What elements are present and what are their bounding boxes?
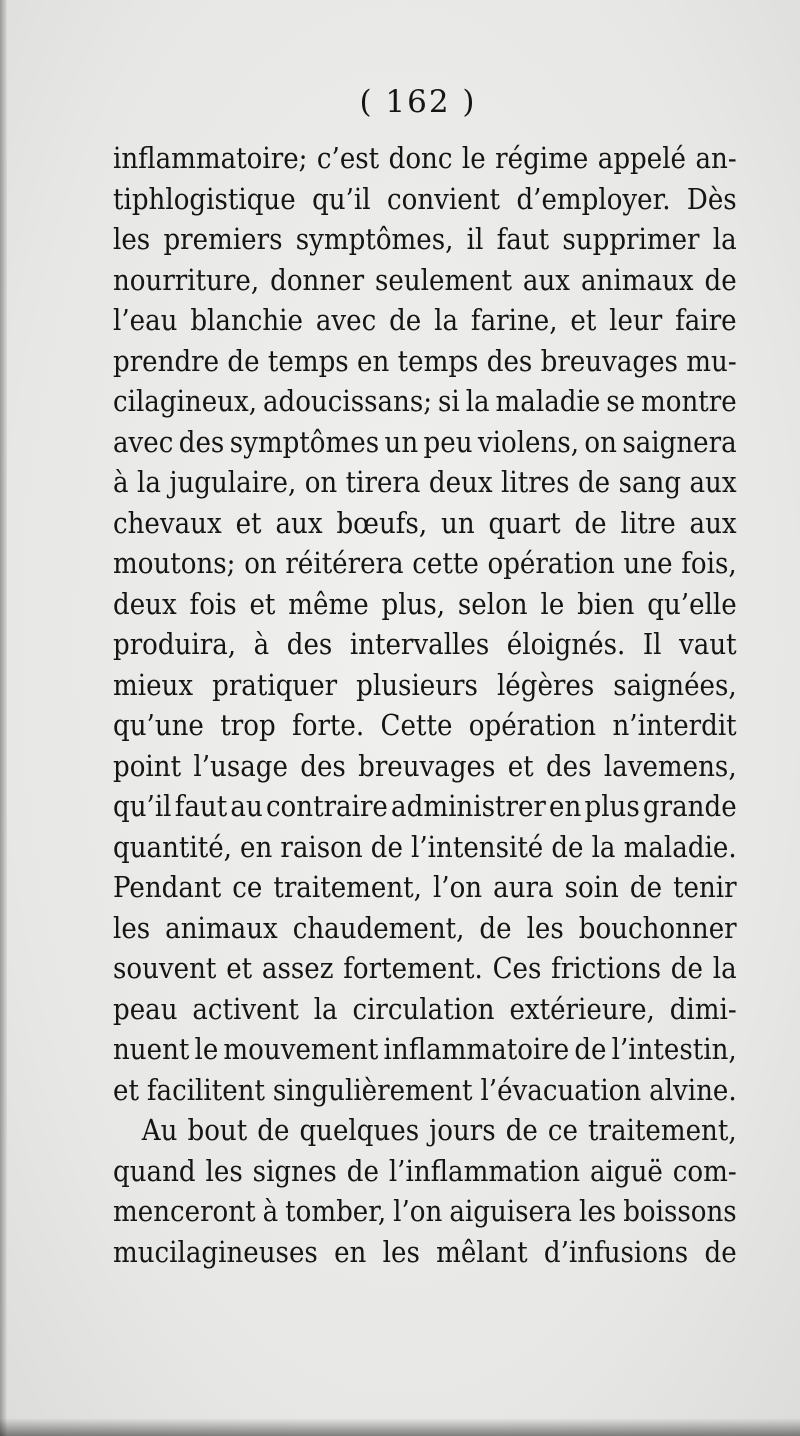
text-line: les animaux chaudement, de les bouchonner bbox=[113, 910, 737, 945]
text-line: nourriture, donner seulement aux animaux de bbox=[113, 262, 737, 297]
text-line: deux fois et même plus, selon le bien qu’elle bbox=[113, 586, 737, 621]
text-line: produira, à des intervalles éloignés. Il vaut bbox=[113, 627, 737, 661]
text-line: peau activent la circulation extérieure, dimi- bbox=[113, 991, 737, 1026]
page-bottom-edge bbox=[0, 1418, 800, 1436]
text-line: chevaux et aux bœufs, un quart de litre aux bbox=[113, 505, 737, 540]
text-line: menceront à tomber, l’on aiguisera les boissons bbox=[113, 1194, 737, 1228]
text-line: quand les signes de l’inflammation aiguë com- bbox=[113, 1153, 737, 1188]
page-left-edge bbox=[0, 0, 7, 1436]
text-line: point l’usage des breuvages et des lavemens, bbox=[113, 748, 737, 783]
text-line: moutons; on réitérera cette opération une fois, bbox=[113, 546, 737, 580]
text-line: qu’il faut au contraire administrer en plus grande bbox=[113, 789, 737, 823]
text-line: Pendant ce traitement, l’on aura soin de tenir bbox=[113, 870, 737, 904]
text-line: inflammatoire; c’est donc le régime appelé an- bbox=[113, 141, 737, 175]
text-line: les premiers symptômes, il faut supprimer la bbox=[113, 222, 737, 256]
text-line: cilagineux, adoucissans; si la maladie se montre bbox=[113, 384, 737, 418]
text-line: l’eau blanchie avec de la farine, et leur faire bbox=[113, 303, 737, 337]
text-line: quantité, en raison de l’intensité de la maladie. bbox=[113, 829, 737, 864]
text-line: nuent le mouvement inflammatoire de l’intestin, bbox=[113, 1032, 737, 1066]
text-line: prendre de temps en temps des breuvages mu- bbox=[113, 343, 737, 378]
text-line: et facilitent singulièrement l’évacuation alvine. bbox=[113, 1072, 737, 1107]
text-line: avec des symptômes un peu violens, on saignera bbox=[113, 424, 737, 459]
body-text bbox=[113, 138, 737, 1272]
text-line: mieux pratiquer plusieurs légères saignées, bbox=[113, 667, 737, 702]
text-line: mucilagineuses en les mêlant d’infusions de bbox=[113, 1234, 737, 1269]
text-line: Au bout de quelques jours de ce traitement, bbox=[141, 1113, 737, 1147]
text-line: qu’une trop forte. Cette opération n’interdit bbox=[113, 708, 737, 742]
text-line: souvent et assez fortement. Ces frictions de la bbox=[113, 951, 737, 985]
text-line: tiphlogistique qu’il convient d’employer. Dès bbox=[113, 181, 737, 216]
text-line: à la jugulaire, on tirera deux litres de sang aux bbox=[113, 465, 737, 499]
page-number: ( 162 ) bbox=[359, 84, 477, 120]
